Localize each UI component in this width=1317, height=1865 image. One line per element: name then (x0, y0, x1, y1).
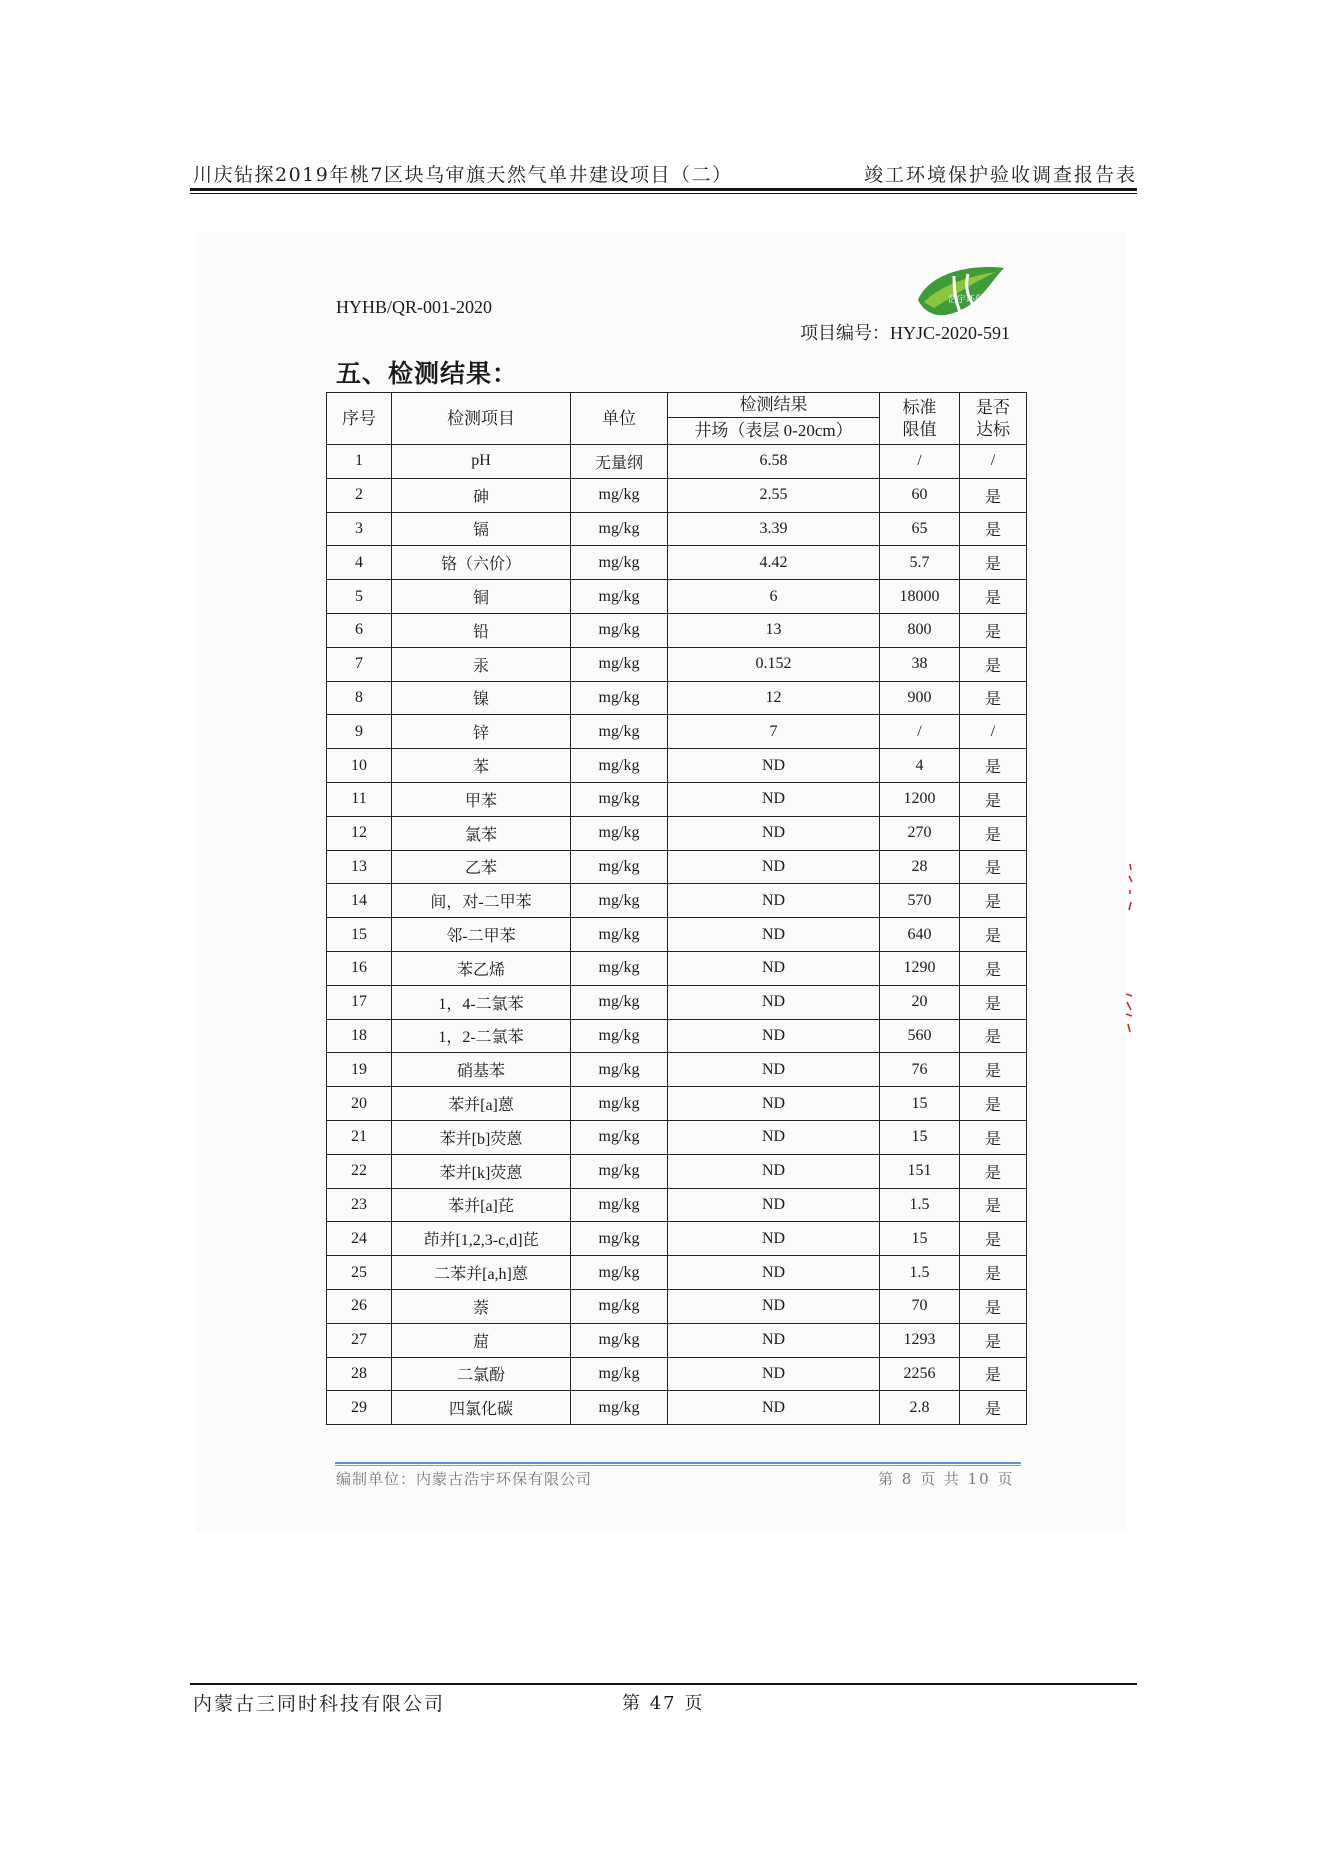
cell-compliant: / (960, 445, 1027, 479)
cell-item: 二氯酚 (392, 1357, 571, 1391)
cell-compliant: 是 (960, 1289, 1027, 1323)
table-row (327, 1289, 1027, 1323)
cell-no: 28 (327, 1357, 392, 1391)
table-row (327, 580, 1027, 614)
cell-standard: 18000 (880, 580, 960, 614)
cell-compliant: 是 (960, 1188, 1027, 1222)
cell-item: 䓛 (392, 1323, 571, 1357)
report-project-title: 川庆钻探2019年桃7区块乌审旗天然气单井建设项目（二） (193, 164, 733, 186)
cell-item: 间，对-二甲苯 (392, 884, 571, 918)
cell-standard: 900 (880, 681, 960, 715)
table-header-row (327, 393, 1027, 418)
header-result-sub: 井场（表层 0-20cm） (668, 418, 880, 445)
cell-compliant: 是 (960, 782, 1027, 816)
table-row (327, 445, 1027, 479)
cell-item: 乙苯 (392, 850, 571, 884)
table-row (327, 681, 1027, 715)
cell-item: 苯并[a]蒽 (392, 1087, 571, 1121)
cell-result: ND (668, 1323, 880, 1357)
header-standard: 标准 限值 (880, 393, 960, 445)
table-row (327, 546, 1027, 580)
cell-result: ND (668, 1222, 880, 1256)
cell-compliant: 是 (960, 1087, 1027, 1121)
cell-result: ND (668, 749, 880, 783)
cell-standard: 38 (880, 647, 960, 681)
table-row (327, 951, 1027, 985)
cell-no: 11 (327, 782, 392, 816)
cell-result: ND (668, 1256, 880, 1290)
cell-unit: mg/kg (571, 681, 668, 715)
header-rule-thin (190, 193, 1137, 194)
cell-standard: 1200 (880, 782, 960, 816)
cell-no: 24 (327, 1222, 392, 1256)
cell-unit: mg/kg (571, 1154, 668, 1188)
table-row (327, 1154, 1027, 1188)
footer-company: 内蒙古三同时科技有限公司 (193, 1693, 446, 1715)
cell-no: 2 (327, 478, 392, 512)
cell-standard: 151 (880, 1154, 960, 1188)
cell-result: 6 (668, 580, 880, 614)
cell-result: 2.55 (668, 478, 880, 512)
cell-unit: mg/kg (571, 647, 668, 681)
cell-no: 5 (327, 580, 392, 614)
cell-standard: 70 (880, 1289, 960, 1323)
cell-result: ND (668, 816, 880, 850)
cell-item: 苯乙烯 (392, 951, 571, 985)
header-unit: 单位 (571, 393, 668, 445)
cell-result: ND (668, 850, 880, 884)
cell-item: 铅 (392, 613, 571, 647)
cell-compliant: 是 (960, 1357, 1027, 1391)
cell-no: 29 (327, 1391, 392, 1425)
cell-no: 8 (327, 681, 392, 715)
cell-item: pH (392, 445, 571, 479)
cell-unit: mg/kg (571, 918, 668, 952)
cell-no: 1 (327, 445, 392, 479)
table-row (327, 613, 1027, 647)
cell-unit: mg/kg (571, 782, 668, 816)
cell-no: 21 (327, 1120, 392, 1154)
cell-unit: mg/kg (571, 884, 668, 918)
cell-item: 锌 (392, 715, 571, 749)
table-body (327, 445, 1027, 1425)
cell-no: 26 (327, 1289, 392, 1323)
cell-item: 萘 (392, 1289, 571, 1323)
report-type-title: 竣工环境保护验收调查报告表 (863, 164, 1137, 186)
table-row (327, 1120, 1027, 1154)
cell-compliant: 是 (960, 512, 1027, 546)
cell-unit: mg/kg (571, 1120, 668, 1154)
cell-unit: mg/kg (571, 478, 668, 512)
section-title: 五、检测结果： (336, 359, 519, 388)
cell-compliant: 是 (960, 1019, 1027, 1053)
cell-no: 23 (327, 1188, 392, 1222)
cell-compliant: 是 (960, 1323, 1027, 1357)
table-row (327, 478, 1027, 512)
cell-compliant: 是 (960, 951, 1027, 985)
cell-result: ND (668, 1019, 880, 1053)
footer-page-number: 第 47 页 (622, 1693, 705, 1714)
cell-standard: 800 (880, 613, 960, 647)
cell-standard: / (880, 445, 960, 479)
cell-item: 1，2-二氯苯 (392, 1019, 571, 1053)
cell-result: ND (668, 985, 880, 1019)
cell-standard: 60 (880, 478, 960, 512)
cell-result: ND (668, 918, 880, 952)
cell-result: ND (668, 1053, 880, 1087)
cell-standard: 2.8 (880, 1391, 960, 1425)
cell-unit: mg/kg (571, 613, 668, 647)
table-row (327, 918, 1027, 952)
seal-fragment-icon (1124, 990, 1134, 1036)
cell-no: 10 (327, 749, 392, 783)
cell-standard: 65 (880, 512, 960, 546)
cell-no: 18 (327, 1019, 392, 1053)
cell-result: 4.42 (668, 546, 880, 580)
cell-item: 镉 (392, 512, 571, 546)
cell-compliant: 是 (960, 580, 1027, 614)
table-row (327, 985, 1027, 1019)
cell-no: 9 (327, 715, 392, 749)
cell-item: 镍 (392, 681, 571, 715)
sheet-footer-rule-thin (335, 1465, 1021, 1466)
table-row (327, 1391, 1027, 1425)
cell-standard: / (880, 715, 960, 749)
cell-result: 13 (668, 613, 880, 647)
table-row (327, 1323, 1027, 1357)
cell-item: 苯并[b]荧蒽 (392, 1120, 571, 1154)
seal-fragment-icon (1126, 862, 1134, 914)
cell-unit: mg/kg (571, 1256, 668, 1290)
cell-unit: mg/kg (571, 1188, 668, 1222)
cell-unit: mg/kg (571, 1222, 668, 1256)
cell-compliant: 是 (960, 1053, 1027, 1087)
document-number: HYHB/QR-001-2020 (336, 297, 492, 317)
table-row (327, 1256, 1027, 1290)
cell-compliant: 是 (960, 681, 1027, 715)
table-row (327, 1019, 1027, 1053)
cell-unit: mg/kg (571, 1323, 668, 1357)
cell-result: 7 (668, 715, 880, 749)
cell-item: 邻-二甲苯 (392, 918, 571, 952)
cell-compliant: 是 (960, 1222, 1027, 1256)
cell-result: ND (668, 884, 880, 918)
cell-item: 苯并[k]荧蒽 (392, 1154, 571, 1188)
cell-compliant: 是 (960, 613, 1027, 647)
sheet-footer-rule (335, 1462, 1021, 1464)
table-row (327, 850, 1027, 884)
table-row (327, 1222, 1027, 1256)
cell-unit: mg/kg (571, 951, 668, 985)
compiled-by: 编制单位：内蒙古浩宇环保有限公司 (336, 1470, 593, 1488)
cell-result: 12 (668, 681, 880, 715)
cell-item: 汞 (392, 647, 571, 681)
cell-compliant: 是 (960, 850, 1027, 884)
cell-compliant: 是 (960, 1120, 1027, 1154)
cell-result: ND (668, 1154, 880, 1188)
cell-unit: mg/kg (571, 816, 668, 850)
cell-compliant: 是 (960, 1154, 1027, 1188)
cell-result: ND (668, 1120, 880, 1154)
cell-item: 铜 (392, 580, 571, 614)
cell-unit: mg/kg (571, 546, 668, 580)
table-row (327, 715, 1027, 749)
table-row (327, 782, 1027, 816)
cell-no: 3 (327, 512, 392, 546)
cell-standard: 15 (880, 1087, 960, 1121)
cell-result: ND (668, 1188, 880, 1222)
cell-standard: 2256 (880, 1357, 960, 1391)
cell-item: 硝基苯 (392, 1053, 571, 1087)
logo-text: 浩宇环保 (948, 295, 985, 305)
cell-item: 铬（六价） (392, 546, 571, 580)
cell-unit: mg/kg (571, 715, 668, 749)
cell-unit: mg/kg (571, 850, 668, 884)
cell-compliant: 是 (960, 884, 1027, 918)
cell-item: 1，4-二氯苯 (392, 985, 571, 1019)
cell-unit: mg/kg (571, 580, 668, 614)
cell-compliant: 是 (960, 647, 1027, 681)
cell-standard: 1293 (880, 1323, 960, 1357)
company-logo-icon (910, 262, 1010, 324)
cell-no: 16 (327, 951, 392, 985)
cell-standard: 28 (880, 850, 960, 884)
cell-item: 砷 (392, 478, 571, 512)
cell-result: 0.152 (668, 647, 880, 681)
table-row (327, 749, 1027, 783)
cell-standard: 1.5 (880, 1256, 960, 1290)
table-row (327, 1357, 1027, 1391)
sheet-page-info: 第 8 页 共 10 页 (878, 1470, 1015, 1488)
cell-result: ND (668, 951, 880, 985)
cell-unit: 无量纲 (571, 445, 668, 479)
cell-no: 17 (327, 985, 392, 1019)
cell-no: 25 (327, 1256, 392, 1290)
header-rule-thick (190, 188, 1137, 191)
table-row (327, 816, 1027, 850)
test-results-table (326, 392, 1027, 1425)
cell-standard: 20 (880, 985, 960, 1019)
cell-no: 13 (327, 850, 392, 884)
cell-compliant: 是 (960, 985, 1027, 1019)
cell-compliant: 是 (960, 918, 1027, 952)
cell-compliant: 是 (960, 1256, 1027, 1290)
cell-unit: mg/kg (571, 749, 668, 783)
cell-item: 甲苯 (392, 782, 571, 816)
cell-item: 茚并[1,2,3-c,d]芘 (392, 1222, 571, 1256)
table-row (327, 884, 1027, 918)
cell-standard: 640 (880, 918, 960, 952)
table-row (327, 512, 1027, 546)
header-result: 检测结果 (668, 393, 880, 418)
cell-standard: 570 (880, 884, 960, 918)
cell-unit: mg/kg (571, 1053, 668, 1087)
header-no: 序号 (327, 393, 392, 445)
cell-item: 苯 (392, 749, 571, 783)
cell-result: 3.39 (668, 512, 880, 546)
cell-unit: mg/kg (571, 985, 668, 1019)
table-row (327, 1053, 1027, 1087)
table-row (327, 1188, 1027, 1222)
cell-no: 12 (327, 816, 392, 850)
cell-result: ND (668, 1087, 880, 1121)
cell-unit: mg/kg (571, 1019, 668, 1053)
cell-no: 22 (327, 1154, 392, 1188)
table-row (327, 1087, 1027, 1121)
cell-standard: 5.7 (880, 546, 960, 580)
header-item: 检测项目 (392, 393, 571, 445)
cell-unit: mg/kg (571, 1289, 668, 1323)
cell-standard: 4 (880, 749, 960, 783)
cell-standard: 1290 (880, 951, 960, 985)
cell-no: 19 (327, 1053, 392, 1087)
cell-unit: mg/kg (571, 1391, 668, 1425)
cell-no: 14 (327, 884, 392, 918)
cell-result: ND (668, 1289, 880, 1323)
cell-standard: 1.5 (880, 1188, 960, 1222)
table-row (327, 647, 1027, 681)
cell-no: 27 (327, 1323, 392, 1357)
cell-result: 6.58 (668, 445, 880, 479)
header-compliant: 是否 达标 (960, 393, 1027, 445)
cell-compliant: 是 (960, 1391, 1027, 1425)
project-number: 项目编号：HYJC-2020-591 (800, 323, 1010, 343)
cell-standard: 15 (880, 1222, 960, 1256)
cell-unit: mg/kg (571, 512, 668, 546)
cell-compliant: 是 (960, 816, 1027, 850)
cell-compliant: / (960, 715, 1027, 749)
cell-item: 四氯化碳 (392, 1391, 571, 1425)
cell-compliant: 是 (960, 478, 1027, 512)
cell-result: ND (668, 1391, 880, 1425)
cell-result: ND (668, 1357, 880, 1391)
cell-standard: 270 (880, 816, 960, 850)
cell-no: 20 (327, 1087, 392, 1121)
cell-standard: 76 (880, 1053, 960, 1087)
cell-no: 15 (327, 918, 392, 952)
cell-unit: mg/kg (571, 1087, 668, 1121)
cell-unit: mg/kg (571, 1357, 668, 1391)
cell-standard: 15 (880, 1120, 960, 1154)
cell-no: 6 (327, 613, 392, 647)
cell-item: 二苯并[a,h]蒽 (392, 1256, 571, 1290)
cell-item: 苯并[a]芘 (392, 1188, 571, 1222)
cell-no: 4 (327, 546, 392, 580)
cell-no: 7 (327, 647, 392, 681)
cell-result: ND (668, 782, 880, 816)
footer-rule (190, 1683, 1137, 1685)
cell-compliant: 是 (960, 546, 1027, 580)
cell-item: 氯苯 (392, 816, 571, 850)
cell-compliant: 是 (960, 749, 1027, 783)
cell-standard: 560 (880, 1019, 960, 1053)
